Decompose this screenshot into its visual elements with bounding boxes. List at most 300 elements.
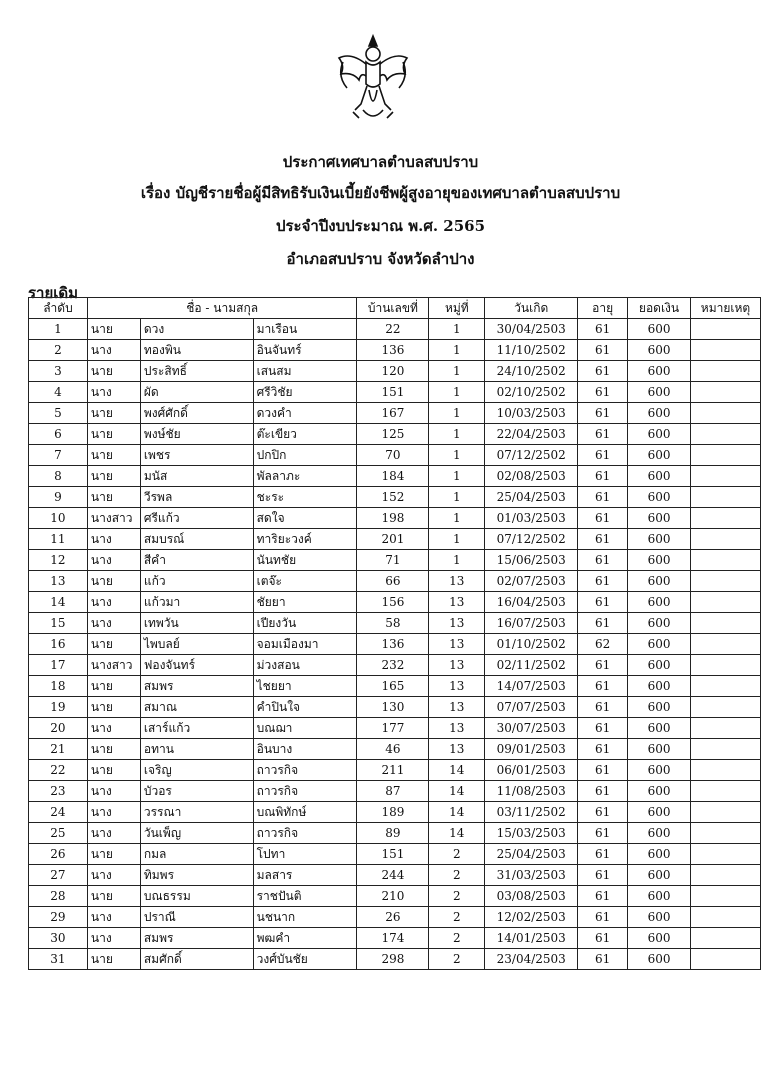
village-number: 14 [429,802,485,823]
first-name: กมล [140,844,253,865]
birth-date: 12/02/2503 [485,907,578,928]
village-number: 2 [429,886,485,907]
allowance-amount: 600 [628,697,691,718]
row-number: 8 [29,466,88,487]
house-number: 125 [357,424,429,445]
house-number: 66 [357,571,429,592]
age: 61 [578,781,628,802]
village-number: 14 [429,823,485,844]
row-number: 25 [29,823,88,844]
row-number: 10 [29,508,88,529]
note-cell [690,928,760,949]
village-number: 1 [429,466,485,487]
birth-date: 16/04/2503 [485,592,578,613]
fiscal-year: ประจำปีงบประมาณ พ.ศ. 2565 [275,217,486,235]
house-number: 46 [357,739,429,760]
row-number: 29 [29,907,88,928]
row-number: 28 [29,886,88,907]
first-name: แก้ว [140,571,253,592]
last-name: ถาวรกิจ [253,781,357,802]
age: 61 [578,529,628,550]
table-row [29,949,761,970]
birth-date: 02/10/2502 [485,382,578,403]
note-cell [690,340,760,361]
house-number: 184 [357,466,429,487]
first-name: วีรพล [140,487,253,508]
village-number: 2 [429,928,485,949]
first-name: ทองพิน [140,340,253,361]
birth-date: 15/03/2503 [485,823,578,844]
age: 61 [578,508,628,529]
village-number: 1 [429,529,485,550]
village-number: 1 [429,340,485,361]
village-number: 1 [429,550,485,571]
house-number: 136 [357,634,429,655]
house-number: 22 [357,319,429,340]
village-number: 1 [429,424,485,445]
announcement-subject: เรื่อง บัญชีรายชื่อผู้มีสิทธิรับเงินเบี้ยยังชีพผู้สูงอายุของเทศบาลตำบลสบปราบ [140,184,621,202]
house-number: 70 [357,445,429,466]
first-name: เพชร [140,445,253,466]
first-name: ปราณี [140,907,253,928]
col-moo: หมู่ที่ [429,298,485,319]
first-name: สมศักดิ์ [140,949,253,970]
row-number: 14 [29,592,88,613]
birth-date: 02/11/2502 [485,655,578,676]
house-number: 167 [357,403,429,424]
last-name: บณพิทักษ์ [253,802,357,823]
first-name: อทาน [140,739,253,760]
row-number: 30 [29,928,88,949]
house-number: 211 [357,760,429,781]
table-row [29,571,761,592]
col-amount: ยอดเงิน [628,298,691,319]
name-title: นาย [87,403,140,424]
table-row [29,718,761,739]
name-title: นาง [87,592,140,613]
table-row [29,424,761,445]
house-number: 201 [357,529,429,550]
beneficiary-table [28,297,761,970]
last-name: มลสาร [253,865,357,886]
birth-date: 02/07/2503 [485,571,578,592]
house-number: 151 [357,382,429,403]
name-title: นาง [87,382,140,403]
last-name: ปกปิก [253,445,357,466]
section-label: รายเดิม [28,284,79,302]
name-title: นาง [87,340,140,361]
birth-date: 14/07/2503 [485,676,578,697]
village-number: 13 [429,655,485,676]
age: 61 [578,802,628,823]
note-cell [690,445,760,466]
col-house: บ้านเลขที่ [357,298,429,319]
age: 61 [578,571,628,592]
name-title: นางสาว [87,508,140,529]
first-name: ผัด [140,382,253,403]
house-number: 165 [357,676,429,697]
row-number: 15 [29,613,88,634]
house-number: 120 [357,361,429,382]
row-number: 3 [29,361,88,382]
col-note: หมายเหตุ [690,298,760,319]
house-number: 198 [357,508,429,529]
table-row [29,550,761,571]
age: 61 [578,865,628,886]
birth-date: 10/03/2503 [485,403,578,424]
allowance-amount: 600 [628,907,691,928]
age: 61 [578,655,628,676]
first-name: ฟองจันทร์ [140,655,253,676]
last-name: บณฌา [253,718,357,739]
village-number: 2 [429,907,485,928]
table-row [29,340,761,361]
birth-date: 01/03/2503 [485,508,578,529]
row-number: 1 [29,319,88,340]
name-title: นาง [87,529,140,550]
table-row [29,823,761,844]
age: 61 [578,592,628,613]
col-age: อายุ [578,298,628,319]
note-cell [690,571,760,592]
birth-date: 25/04/2503 [485,487,578,508]
last-name: เปียงวัน [253,613,357,634]
village-number: 13 [429,718,485,739]
note-cell [690,403,760,424]
birth-date: 07/07/2503 [485,697,578,718]
note-cell [690,739,760,760]
col-name: ชื่อ - นามสกุล [87,298,357,319]
note-cell [690,592,760,613]
first-name: เทพวัน [140,613,253,634]
birth-date: 01/10/2502 [485,634,578,655]
birth-date: 06/01/2503 [485,760,578,781]
village-number: 1 [429,508,485,529]
birth-date: 24/10/2502 [485,361,578,382]
allowance-amount: 600 [628,949,691,970]
first-name: ศรีแก้ว [140,508,253,529]
row-number: 16 [29,634,88,655]
last-name: อินจันทร์ [253,340,357,361]
first-name: พงษ์ชัย [140,424,253,445]
note-cell [690,550,760,571]
first-name: สมพร [140,928,253,949]
announcement-title: ประกาศเทศบาลตำบลสบปราบ [282,153,479,171]
last-name: ชัยยา [253,592,357,613]
village-number: 13 [429,592,485,613]
col-no: ลำดับ [29,298,88,319]
last-name: ไชยยา [253,676,357,697]
age: 61 [578,361,628,382]
note-cell [690,508,760,529]
age: 61 [578,949,628,970]
birth-date: 11/08/2503 [485,781,578,802]
last-name: มาเรือน [253,319,357,340]
age: 61 [578,844,628,865]
name-title: นาย [87,487,140,508]
age: 61 [578,319,628,340]
note-cell [690,781,760,802]
table-row [29,466,761,487]
table-row [29,781,761,802]
allowance-amount: 600 [628,886,691,907]
note-cell [690,907,760,928]
table-row [29,802,761,823]
village-number: 1 [429,445,485,466]
name-title: นาย [87,445,140,466]
allowance-amount: 600 [628,718,691,739]
allowance-amount: 600 [628,340,691,361]
birth-date: 25/04/2503 [485,844,578,865]
age: 61 [578,466,628,487]
village-number: 1 [429,403,485,424]
house-number: 156 [357,592,429,613]
row-number: 22 [29,760,88,781]
allowance-amount: 600 [628,571,691,592]
first-name: ประสิทธิ์ [140,361,253,382]
house-number: 58 [357,613,429,634]
allowance-amount: 600 [628,361,691,382]
last-name: ม่วงสอน [253,655,357,676]
header-row [29,298,761,319]
village-number: 13 [429,613,485,634]
allowance-amount: 600 [628,676,691,697]
age: 61 [578,382,628,403]
name-title: นาง [87,907,140,928]
row-number: 5 [29,403,88,424]
first-name: วรรณา [140,802,253,823]
row-number: 17 [29,655,88,676]
village-number: 1 [429,361,485,382]
first-name: สมาณ [140,697,253,718]
village-number: 2 [429,844,485,865]
last-name: นชนาก [253,907,357,928]
note-cell [690,655,760,676]
row-number: 27 [29,865,88,886]
table-row [29,928,761,949]
note-cell [690,865,760,886]
row-number: 24 [29,802,88,823]
table-row [29,403,761,424]
age: 62 [578,634,628,655]
age: 61 [578,928,628,949]
name-title: นางสาว [87,655,140,676]
allowance-amount: 600 [628,655,691,676]
name-title: นาย [87,676,140,697]
note-cell [690,760,760,781]
name-title: นาย [87,571,140,592]
allowance-amount: 600 [628,466,691,487]
birth-date: 03/11/2502 [485,802,578,823]
table-row [29,676,761,697]
village-number: 2 [429,949,485,970]
row-number: 26 [29,844,88,865]
first-name: เจริญ [140,760,253,781]
row-number: 13 [29,571,88,592]
last-name: ดวงคำ [253,403,357,424]
row-number: 6 [29,424,88,445]
house-number: 244 [357,865,429,886]
last-name: เตจ๊ะ [253,571,357,592]
last-name: ทาริยะวงค์ [253,529,357,550]
last-name: สดใจ [253,508,357,529]
village-number: 2 [429,865,485,886]
note-cell [690,361,760,382]
note-cell [690,487,760,508]
allowance-amount: 600 [628,781,691,802]
name-title: นาง [87,865,140,886]
first-name: มนัส [140,466,253,487]
table-row [29,319,761,340]
name-title: นาย [87,319,140,340]
house-number: 136 [357,340,429,361]
name-title: นาง [87,928,140,949]
note-cell [690,319,760,340]
first-name: เสาร์แก้ว [140,718,253,739]
table-row [29,886,761,907]
note-cell [690,613,760,634]
garuda-emblem [333,32,413,127]
first-name: สมบรณ์ [140,529,253,550]
first-name: สีคำ [140,550,253,571]
table-row [29,907,761,928]
note-cell [690,886,760,907]
age: 61 [578,907,628,928]
last-name: ต๊ะเขียว [253,424,357,445]
age: 61 [578,823,628,844]
birth-date: 03/08/2503 [485,886,578,907]
house-number: 298 [357,949,429,970]
allowance-amount: 600 [628,928,691,949]
birth-date: 15/06/2503 [485,550,578,571]
allowance-amount: 600 [628,508,691,529]
row-number: 21 [29,739,88,760]
house-number: 71 [357,550,429,571]
name-title: นาย [87,424,140,445]
last-name: เสนสม [253,361,357,382]
row-number: 23 [29,781,88,802]
age: 61 [578,613,628,634]
village-number: 1 [429,319,485,340]
birth-date: 16/07/2503 [485,613,578,634]
first-name: สมพร [140,676,253,697]
row-number: 19 [29,697,88,718]
village-number: 1 [429,487,485,508]
last-name: นันทชัย [253,550,357,571]
house-number: 189 [357,802,429,823]
birth-date: 30/07/2503 [485,718,578,739]
birth-date: 14/01/2503 [485,928,578,949]
name-title: นาง [87,550,140,571]
age: 61 [578,424,628,445]
last-name: จอมเมืองมา [253,634,357,655]
name-title: นาย [87,739,140,760]
table-row [29,445,761,466]
row-number: 7 [29,445,88,466]
last-name: คำปินใจ [253,697,357,718]
name-title: นาง [87,802,140,823]
name-title: นาง [87,823,140,844]
name-title: นาง [87,613,140,634]
house-number: 177 [357,718,429,739]
note-cell [690,718,760,739]
allowance-amount: 600 [628,739,691,760]
last-name: อินบาง [253,739,357,760]
allowance-amount: 600 [628,424,691,445]
allowance-amount: 600 [628,865,691,886]
note-cell [690,676,760,697]
first-name: บัวอร [140,781,253,802]
table-row [29,739,761,760]
first-name: บณธรรม [140,886,253,907]
birth-date: 23/04/2503 [485,949,578,970]
house-number: 210 [357,886,429,907]
last-name: ราชปันติ [253,886,357,907]
house-number: 89 [357,823,429,844]
note-cell [690,802,760,823]
last-name: ถาวรกิจ [253,760,357,781]
allowance-amount: 600 [628,613,691,634]
name-title: นาง [87,718,140,739]
birth-date: 07/12/2502 [485,529,578,550]
row-number: 12 [29,550,88,571]
village-number: 13 [429,676,485,697]
birth-date: 11/10/2502 [485,340,578,361]
col-dob: วันเกิด [485,298,578,319]
table-row [29,487,761,508]
first-name: ดวง [140,319,253,340]
allowance-amount: 600 [628,403,691,424]
house-number: 232 [357,655,429,676]
last-name: ถาวรกิจ [253,823,357,844]
row-number: 11 [29,529,88,550]
house-number: 26 [357,907,429,928]
name-title: นาย [87,634,140,655]
last-name: วงศ์บันชัย [253,949,357,970]
village-number: 1 [429,382,485,403]
allowance-amount: 600 [628,844,691,865]
allowance-amount: 600 [628,382,691,403]
first-name: พงศ์ศักดิ์ [140,403,253,424]
allowance-amount: 600 [628,634,691,655]
note-cell [690,697,760,718]
name-title: นาย [87,760,140,781]
age: 61 [578,886,628,907]
table-row [29,655,761,676]
birth-date: 02/08/2503 [485,466,578,487]
village-number: 13 [429,739,485,760]
village-number: 13 [429,571,485,592]
allowance-amount: 600 [628,592,691,613]
last-name: โปทา [253,844,357,865]
first-name: แก้วมา [140,592,253,613]
birth-date: 22/04/2503 [485,424,578,445]
note-cell [690,949,760,970]
village-number: 14 [429,760,485,781]
allowance-amount: 600 [628,487,691,508]
allowance-amount: 600 [628,802,691,823]
name-title: นาย [87,844,140,865]
name-title: นาย [87,697,140,718]
last-name: ชะระ [253,487,357,508]
district-province: อำเภอสบปราบ จังหวัดลำปาง [286,250,475,268]
age: 61 [578,340,628,361]
age: 61 [578,676,628,697]
table-row [29,592,761,613]
note-cell [690,634,760,655]
row-number: 31 [29,949,88,970]
name-title: นาง [87,781,140,802]
